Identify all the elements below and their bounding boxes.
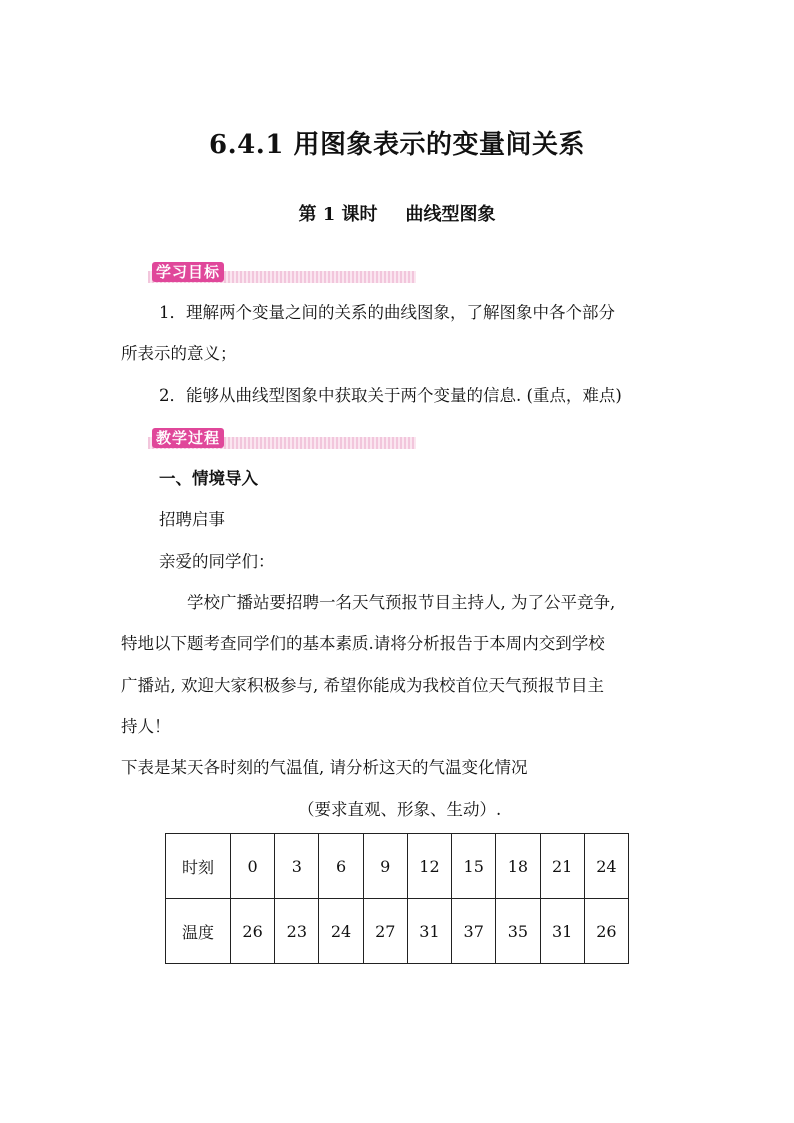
task-line-2: （要求直观、形象、生动）. bbox=[298, 800, 502, 819]
table-cell: 35 bbox=[496, 899, 540, 964]
table-cell: 6 bbox=[319, 834, 363, 899]
section-tag-label: 学习目标 bbox=[152, 262, 224, 282]
lesson-subtitle bbox=[0, 200, 794, 226]
goal-item-1-line-2: 所表示的意义； bbox=[121, 344, 237, 363]
notice-body-line-1: 学校广播站要招聘一名天气预报节目主持人, 为了公平竞争, bbox=[187, 593, 616, 612]
section-tag-label: 教学过程 bbox=[152, 428, 224, 448]
goal-item-1-line-1: 1．理解两个变量之间的关系的曲线图象，了解图象中各个部分 bbox=[159, 303, 615, 322]
document-title: 6.4.1 用图象表示的变量间关系 bbox=[209, 130, 585, 160]
table-cell: 18 bbox=[496, 834, 540, 899]
goal-item-2: 2．能够从曲线型图象中获取关于两个变量的信息. (重点，难点) bbox=[159, 386, 622, 405]
notice-title: 招聘启事 bbox=[159, 510, 225, 529]
table-cell: 3 bbox=[275, 834, 319, 899]
notice-body-line-3: 广播站, 欢迎大家积极参与, 希望你能成为我校首位天气预报节目主 bbox=[121, 676, 604, 695]
task-line-1: 下表是某天各时刻的气温值, 请分析这天的气温变化情况 bbox=[121, 758, 528, 777]
section-tag-process bbox=[148, 428, 416, 450]
table-cell: 23 bbox=[275, 899, 319, 964]
lesson-topic: 曲线型图象 bbox=[405, 204, 496, 225]
table-cell: 12 bbox=[407, 834, 451, 899]
table-row-temperature bbox=[166, 899, 629, 964]
table-row-time bbox=[166, 834, 629, 899]
table-cell: 24 bbox=[319, 899, 363, 964]
table-row-label: 时刻 bbox=[166, 834, 231, 899]
table-cell: 21 bbox=[540, 834, 584, 899]
table-cell: 0 bbox=[231, 834, 275, 899]
table-row-label: 温度 bbox=[166, 899, 231, 964]
table-cell: 26 bbox=[584, 899, 628, 964]
table-cell: 15 bbox=[452, 834, 496, 899]
table-cell: 9 bbox=[363, 834, 407, 899]
table-cell: 27 bbox=[363, 899, 407, 964]
table-cell: 31 bbox=[407, 899, 451, 964]
table-cell: 24 bbox=[584, 834, 628, 899]
temperature-table bbox=[165, 833, 629, 964]
table-cell: 31 bbox=[540, 899, 584, 964]
lesson-number: 第 1 课时 bbox=[298, 204, 378, 225]
table-cell: 37 bbox=[452, 899, 496, 964]
notice-body-line-2: 特地以下题考查同学们的基本素质.请将分析报告于本周内交到学校 bbox=[121, 634, 605, 653]
notice-body-line-4: 持人！ bbox=[121, 717, 171, 736]
section-heading-intro: 一、情境导入 bbox=[159, 469, 258, 488]
section-tag-goals bbox=[148, 262, 416, 284]
table-cell: 26 bbox=[231, 899, 275, 964]
notice-greeting: 亲爱的同学们： bbox=[159, 552, 275, 571]
